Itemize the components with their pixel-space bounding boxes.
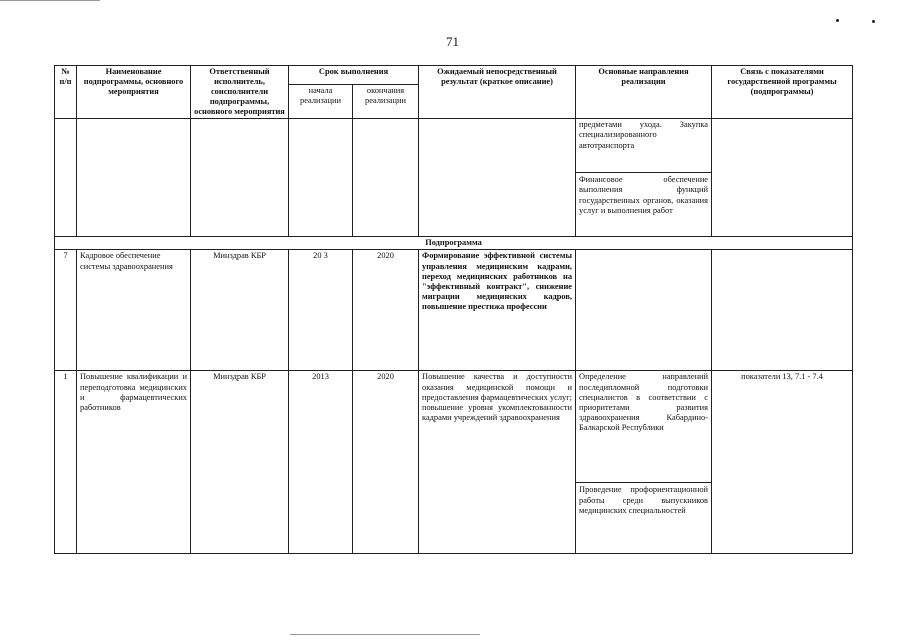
header-directions: Основные направления реализации (576, 66, 712, 119)
row-result: Формирование эффективной системы управления медицинским кадрами, переход медицинских работников на "эффективный контракт", снижение миграции медицинских кадров, повышение престижа профессии (419, 250, 576, 371)
row-num: 7 (55, 250, 77, 371)
direction-text: Финансовое обеспечение выполнения функций государственных органов, оказания услуг и выполнения работ (579, 175, 709, 215)
row-result: Повышение качества и доступности оказания медицинской помощи и предоставления фармацевтических услуг; повышение уровня укомплектованности кадрами учреждений здравоохранения (419, 371, 576, 554)
header-start: начала реализации (289, 85, 353, 119)
row-start: 2013 (289, 371, 353, 554)
header-num: № п/п (55, 66, 77, 119)
row-name: Повышение квалификации и переподготовка медицинских и фармацевтических работников (77, 371, 191, 554)
subprogram-heading: Подпрограмма (55, 237, 853, 250)
subprogram-heading-row (55, 237, 853, 250)
row-num: 1 (55, 371, 77, 554)
page-number: 71 (446, 34, 459, 49)
header-name: Наименование подпрограммы, основного мероприятия (77, 66, 191, 119)
header-responsible: Ответственный исполнитель, соисполнители подпрограммы, основного мероприятия (191, 66, 289, 119)
header-period: Срок выполнения (289, 66, 419, 85)
scan-dot-1 (836, 19, 839, 22)
row-responsible: Минздрав КБР (191, 250, 289, 371)
header-link: Связь с показателями государственной программы (подпрограммы) (712, 66, 853, 119)
table-row (55, 119, 853, 237)
table-row (55, 250, 853, 371)
row-end: 2020 (353, 371, 419, 554)
header-end: окончания реализации (353, 85, 419, 119)
row-start: 20 3 (289, 250, 353, 371)
direction-text: Проведение профориентационной работы среди выпускников медицинских специальностей (579, 485, 709, 515)
table-row (55, 371, 853, 554)
direction-text: Определение направлений последипломной подготовки специалистов в соответствии с приоритетами развития здравоохранения Кабардино-Балкарской Республики (576, 372, 711, 483)
direction-text: предметами ухода. Закупка специализированного автотранспорта (576, 120, 711, 173)
scan-mark-top (0, 0, 100, 1)
scan-mark-bottom (290, 634, 480, 635)
row-end: 2020 (353, 250, 419, 371)
scan-dot-2 (872, 20, 875, 23)
header-row (55, 66, 853, 85)
measures-table (54, 65, 853, 554)
row-name: Кадровое обеспечение системы здравоохранения (77, 250, 191, 371)
row-link: показатели 13, 7.1 - 7.4 (712, 371, 853, 554)
header-result: Ожидаемый непосредственный результат (краткое описание) (419, 66, 576, 119)
directions-cell (576, 371, 712, 554)
directions-cell (576, 119, 712, 237)
row-responsible: Минздрав КБР (191, 371, 289, 554)
